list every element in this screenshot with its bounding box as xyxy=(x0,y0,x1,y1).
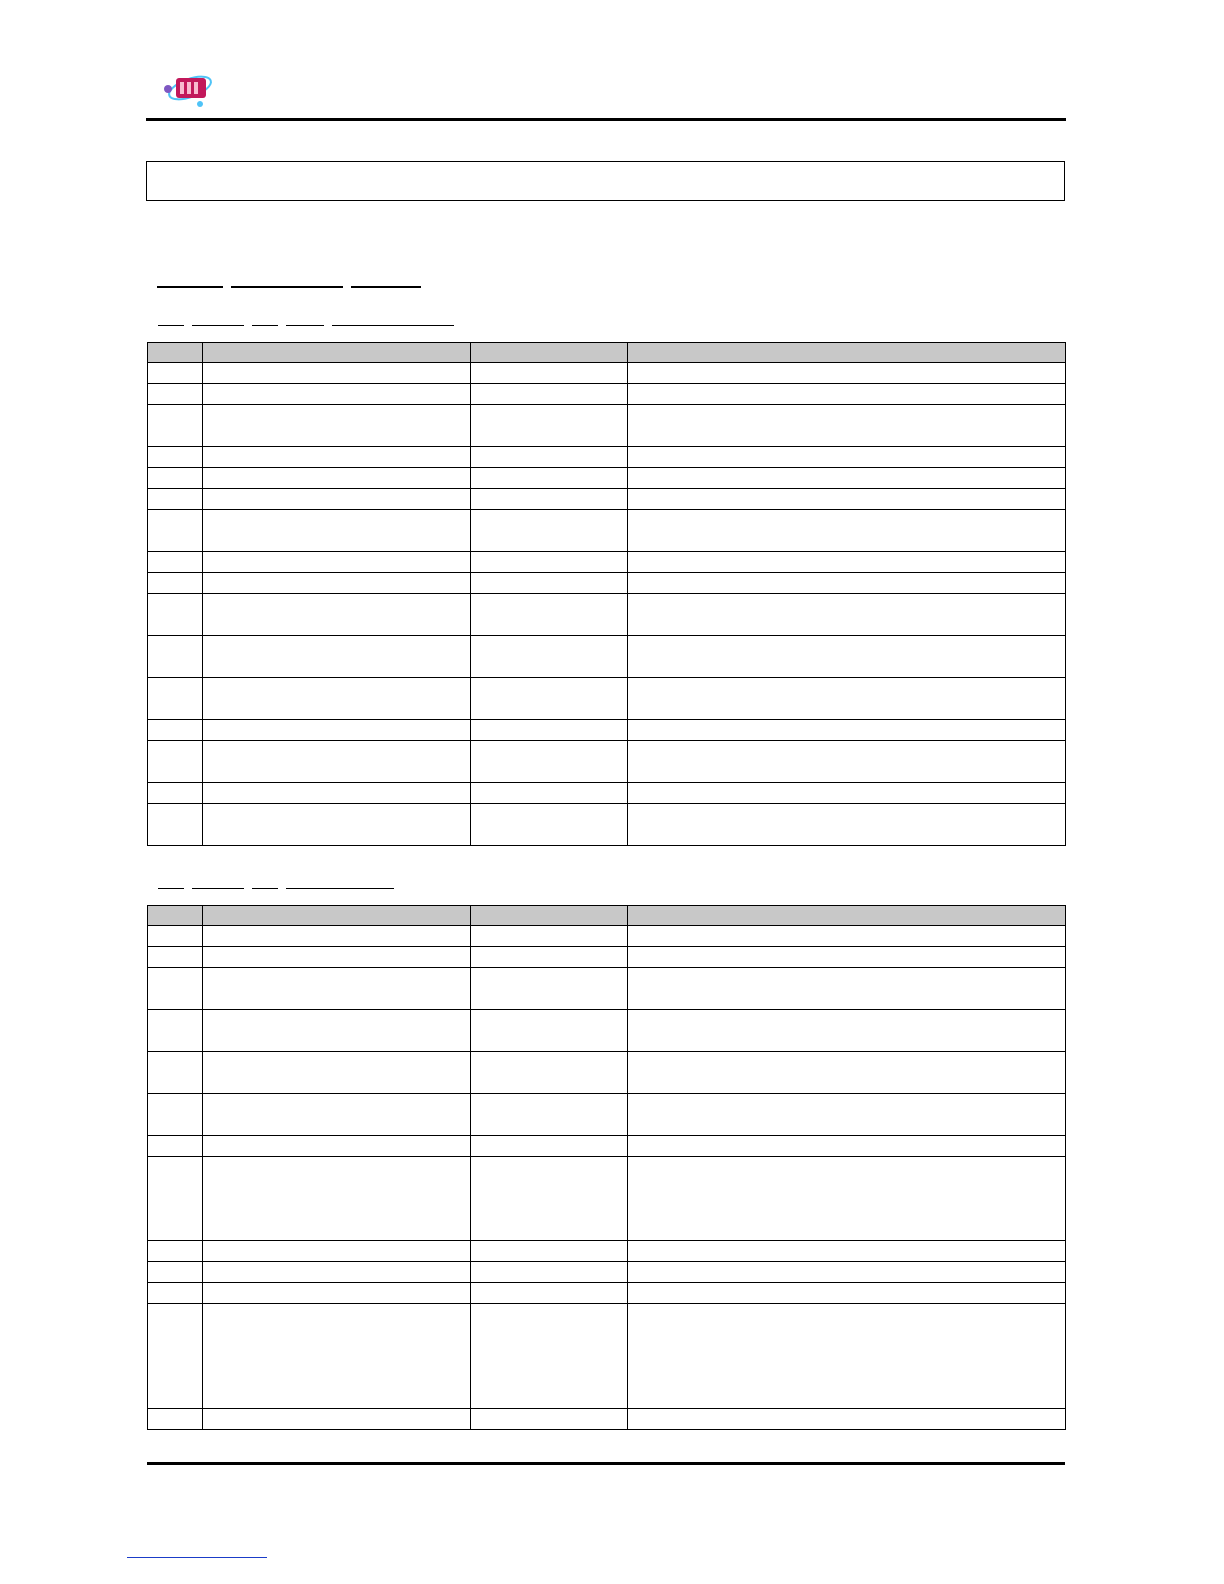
table-cell xyxy=(471,926,628,947)
table-cell xyxy=(203,1157,471,1241)
table-cell xyxy=(148,1409,203,1430)
table-row xyxy=(148,552,1066,573)
table-cell xyxy=(203,1241,471,1262)
table-1 xyxy=(147,342,1066,846)
document-title-box xyxy=(146,161,1065,201)
table-cell xyxy=(203,968,471,1010)
table-cell xyxy=(148,926,203,947)
table-cell xyxy=(203,573,471,594)
column-header xyxy=(628,906,1066,926)
table-cell xyxy=(628,447,1066,468)
table-cell xyxy=(471,594,628,636)
table-row xyxy=(148,1409,1066,1430)
column-header xyxy=(148,906,203,926)
table-cell xyxy=(148,1094,203,1136)
column-header xyxy=(471,906,628,926)
table-cell xyxy=(203,1136,471,1157)
table-cell xyxy=(471,1409,628,1430)
table-cell xyxy=(148,363,203,384)
table-cell xyxy=(628,1052,1066,1094)
table-cell xyxy=(203,363,471,384)
table-cell xyxy=(628,573,1066,594)
table-cell xyxy=(628,804,1066,846)
table-row xyxy=(148,1094,1066,1136)
table-cell xyxy=(203,947,471,968)
table-cell xyxy=(628,1136,1066,1157)
table-row xyxy=(148,804,1066,846)
table-cell xyxy=(471,804,628,846)
table-cell xyxy=(203,636,471,678)
table-cell xyxy=(203,1010,471,1052)
table-cell xyxy=(471,720,628,741)
table-cell xyxy=(148,1304,203,1409)
table-cell xyxy=(471,1241,628,1262)
table-cell xyxy=(471,447,628,468)
table-cell xyxy=(148,594,203,636)
table-cell xyxy=(628,968,1066,1010)
table-header-row xyxy=(148,343,1066,363)
table-row xyxy=(148,1052,1066,1094)
table-row xyxy=(148,926,1066,947)
table-cell xyxy=(628,720,1066,741)
table-cell xyxy=(148,741,203,783)
table-cell xyxy=(471,468,628,489)
table-cell xyxy=(471,552,628,573)
table-cell xyxy=(203,678,471,720)
table-row xyxy=(148,405,1066,447)
table-cell xyxy=(203,804,471,846)
table-cell xyxy=(628,636,1066,678)
table-row xyxy=(148,363,1066,384)
table-cell xyxy=(628,363,1066,384)
table-cell xyxy=(471,968,628,1010)
table-header-row xyxy=(148,906,1066,926)
table-cell xyxy=(628,1283,1066,1304)
table-cell xyxy=(471,489,628,510)
table-row xyxy=(148,720,1066,741)
column-header xyxy=(628,343,1066,363)
header-rule xyxy=(146,118,1066,121)
table-cell xyxy=(203,1262,471,1283)
table-cell xyxy=(203,1052,471,1094)
table-cell xyxy=(148,947,203,968)
table-row xyxy=(148,1304,1066,1409)
table-cell xyxy=(628,1262,1066,1283)
table-cell xyxy=(471,636,628,678)
table-cell xyxy=(471,1136,628,1157)
table-cell xyxy=(148,1136,203,1157)
table-cell xyxy=(148,468,203,489)
table-row xyxy=(148,741,1066,783)
table-cell xyxy=(148,510,203,552)
table-cell xyxy=(628,1304,1066,1409)
section-heading xyxy=(157,272,421,288)
table-cell xyxy=(148,573,203,594)
table-cell xyxy=(471,741,628,783)
table-cell xyxy=(203,447,471,468)
table-cell xyxy=(148,1283,203,1304)
table-cell xyxy=(203,405,471,447)
table-row xyxy=(148,573,1066,594)
table-cell xyxy=(471,1157,628,1241)
column-header xyxy=(148,343,203,363)
table-cell xyxy=(148,447,203,468)
table-cell xyxy=(628,552,1066,573)
table-cell xyxy=(628,594,1066,636)
table-cell xyxy=(628,405,1066,447)
table-row xyxy=(148,1136,1066,1157)
table-row xyxy=(148,594,1066,636)
table-cell xyxy=(471,1304,628,1409)
table-row xyxy=(148,510,1066,552)
table-cell xyxy=(471,1094,628,1136)
table-cell xyxy=(471,1010,628,1052)
table-row xyxy=(148,1157,1066,1241)
table-cell xyxy=(203,741,471,783)
table-cell xyxy=(471,678,628,720)
table-cell xyxy=(471,783,628,804)
table-cell xyxy=(471,573,628,594)
table-row xyxy=(148,636,1066,678)
table-cell xyxy=(471,510,628,552)
table-cell xyxy=(628,678,1066,720)
table-row xyxy=(148,783,1066,804)
table-cell xyxy=(148,636,203,678)
column-header xyxy=(203,906,471,926)
column-header xyxy=(203,343,471,363)
table-cell xyxy=(628,468,1066,489)
table-cell xyxy=(148,1052,203,1094)
table-cell xyxy=(471,384,628,405)
table-cell xyxy=(471,1262,628,1283)
table-cell xyxy=(148,1010,203,1052)
table-cell xyxy=(203,594,471,636)
table-row xyxy=(148,947,1066,968)
table-cell xyxy=(628,489,1066,510)
table-cell xyxy=(203,489,471,510)
table-2 xyxy=(147,905,1066,1430)
table-cell xyxy=(148,489,203,510)
table-cell xyxy=(628,741,1066,783)
table-cell xyxy=(148,783,203,804)
table-cell xyxy=(148,384,203,405)
table-cell xyxy=(203,1283,471,1304)
table-row xyxy=(148,489,1066,510)
table-cell xyxy=(628,783,1066,804)
table-cell xyxy=(203,720,471,741)
table-cell xyxy=(148,678,203,720)
table-cell xyxy=(471,1283,628,1304)
table-cell xyxy=(628,1094,1066,1136)
table-cell xyxy=(148,1262,203,1283)
table-cell xyxy=(471,947,628,968)
table-row xyxy=(148,1262,1066,1283)
table-cell xyxy=(628,1010,1066,1052)
table-cell xyxy=(203,783,471,804)
table-row xyxy=(148,968,1066,1010)
table2-heading xyxy=(158,873,394,889)
table-cell xyxy=(203,1409,471,1430)
table-cell xyxy=(628,1157,1066,1241)
table-row xyxy=(148,678,1066,720)
table-row xyxy=(148,447,1066,468)
table-cell xyxy=(203,552,471,573)
table-row xyxy=(148,1010,1066,1052)
table-cell xyxy=(148,405,203,447)
table-cell xyxy=(203,510,471,552)
table-cell xyxy=(471,405,628,447)
table-row xyxy=(148,1241,1066,1262)
table-row xyxy=(148,1283,1066,1304)
table-cell xyxy=(471,363,628,384)
table1-heading xyxy=(158,310,454,326)
table-cell xyxy=(203,384,471,405)
table-cell xyxy=(628,947,1066,968)
table-cell xyxy=(148,720,203,741)
company-logo-icon xyxy=(160,64,216,110)
table-cell xyxy=(628,1409,1066,1430)
table-cell xyxy=(148,552,203,573)
table-cell xyxy=(628,926,1066,947)
table-cell xyxy=(203,1304,471,1409)
footer-rule xyxy=(147,1462,1065,1465)
table-cell xyxy=(628,384,1066,405)
table-cell xyxy=(628,510,1066,552)
table-cell xyxy=(628,1241,1066,1262)
table-cell xyxy=(148,804,203,846)
table-cell xyxy=(203,468,471,489)
footer-link[interactable] xyxy=(127,1557,267,1558)
column-header xyxy=(471,343,628,363)
table-cell xyxy=(148,1157,203,1241)
table-cell xyxy=(148,1241,203,1262)
table-row xyxy=(148,468,1066,489)
table-cell xyxy=(148,968,203,1010)
table-cell xyxy=(203,926,471,947)
table-cell xyxy=(203,1094,471,1136)
table-row xyxy=(148,384,1066,405)
table-cell xyxy=(471,1052,628,1094)
